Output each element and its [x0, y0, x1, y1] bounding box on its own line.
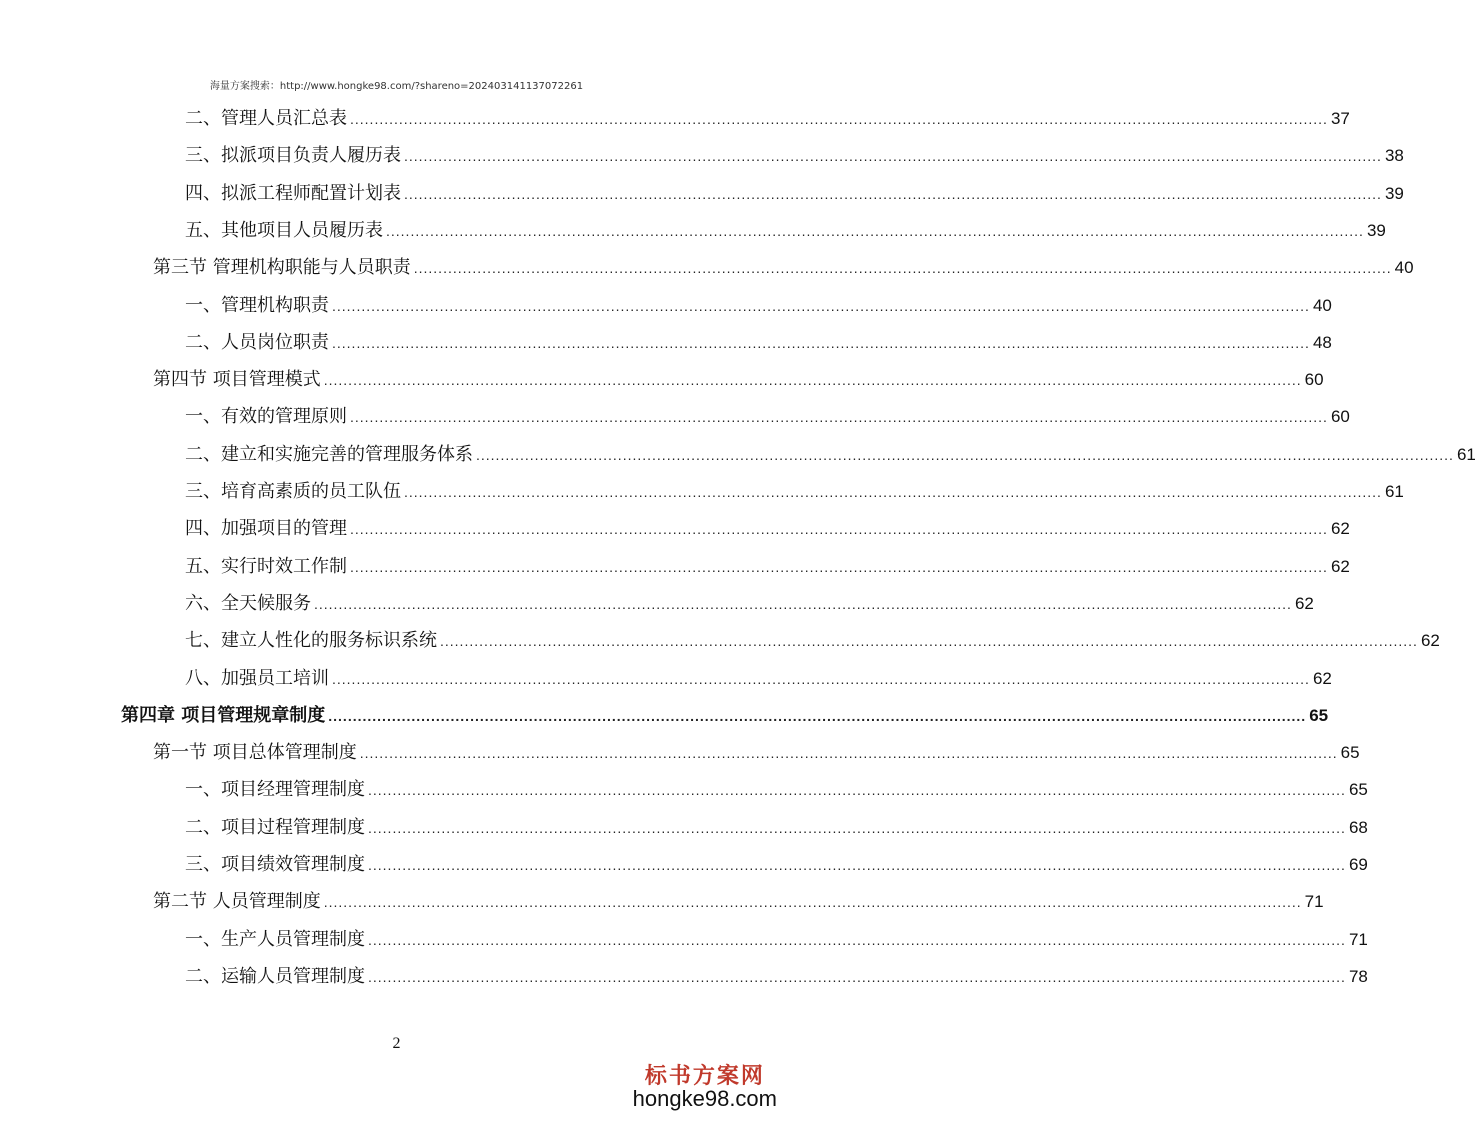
toc-entry[interactable] [185, 137, 1404, 174]
toc-entry[interactable] [185, 175, 1404, 212]
toc-entry-page: 62 [1330, 519, 1350, 539]
toc-leader-dots: ........................................................................................................................................................................................................ [404, 484, 1382, 500]
toc-entry-page: 62 [1312, 668, 1332, 688]
toc-leader-dots: ........................................................................................................................................................................................................ [368, 968, 1346, 985]
toc-entry[interactable] [185, 622, 1440, 659]
toc-entry-label: 二、运输人员管理制度 [185, 965, 365, 987]
toc-entry-page: 37 [1330, 109, 1350, 128]
toc-entry-label: 四、拟派工程师配置计划表 [185, 182, 401, 204]
toc-entry-label: 一、项目经理管理制度 [185, 779, 365, 801]
toc-entry[interactable] [185, 324, 1332, 361]
toc-leader-dots: ........................................................................................................................................................................................................ [368, 931, 1346, 948]
toc-entry-page: 38 [1384, 146, 1404, 166]
toc-leader-dots: ........................................................................................................................................................................................................ [350, 521, 1328, 538]
toc-entry[interactable] [185, 958, 1368, 995]
toc-entry-label: 一、生产人员管理制度 [185, 928, 365, 950]
toc-entry-page: 62 [1420, 631, 1440, 651]
page-header: 海量方案搜索：http://www.hongke98.com/?shareno=20240314113707226​1 [209, 81, 584, 92]
toc-entry-page: 39 [1366, 220, 1386, 240]
toc-entry-page: 69 [1348, 855, 1368, 874]
toc-entry-page: 60 [1330, 407, 1350, 427]
toc-entry-page: 60 [1304, 370, 1324, 390]
toc-leader-dots: ........................................................................................................................................................................................................ [323, 372, 1302, 389]
toc-entry-label: 七、建立人性化的服务标识系统 [185, 630, 437, 652]
toc-entry-label: 五、实行时效工作制 [185, 555, 347, 577]
toc-entry-label: 三、拟派项目负责人履历表 [185, 145, 401, 167]
toc-entry-page: 68 [1348, 817, 1368, 837]
toc-leader-dots: ........................................................................................................................................................................................................ [350, 409, 1328, 426]
toc-entry[interactable] [185, 660, 1332, 697]
toc-entry[interactable] [185, 473, 1404, 510]
toc-entry-page: 65 [1309, 705, 1329, 725]
toc-leader-dots: ........................................................................................................................................................................................................ [328, 707, 1307, 724]
page-number: 2 [392, 1035, 401, 1052]
toc-entry[interactable] [185, 846, 1368, 883]
toc-entry-label: 第一节 项目总体管理制度 [153, 742, 357, 764]
watermark-en: hongke98.com [632, 1086, 777, 1111]
toc-leader-dots: ........................................................................................................................................................................................................ [386, 222, 1364, 239]
toc-leader-dots: ........................................................................................................................................................................................................ [476, 446, 1454, 463]
toc-entry[interactable] [121, 697, 1329, 734]
toc-leader-dots: ........................................................................................................................................................................................................ [332, 670, 1310, 687]
toc-entry-page: 71 [1304, 892, 1324, 912]
toc-leader-dots: ........................................................................................................................................................................................................ [314, 595, 1292, 612]
toc-entry-page: 40 [1394, 258, 1414, 278]
toc-entry-page: 71 [1348, 929, 1368, 949]
toc-entry[interactable] [153, 883, 1324, 920]
watermark-cn: 标书方案网 [644, 1063, 765, 1089]
toc-leader-dots: ........................................................................................................................................................................................................ [413, 260, 1392, 277]
toc-entry-page: 61 [1384, 482, 1404, 501]
toc-leader-dots: ........................................................................................................................................................................................................ [350, 558, 1328, 575]
toc-entry-page: 48 [1312, 332, 1332, 352]
toc-entry[interactable] [185, 287, 1332, 324]
toc-entry-page: 62 [1330, 556, 1350, 576]
toc-entry[interactable] [185, 548, 1350, 585]
toc-leader-dots: ........................................................................................................................................................................................................ [332, 297, 1310, 314]
toc-entry[interactable] [185, 436, 1476, 473]
toc-leader-dots: ........................................................................................................................................................................................................ [404, 185, 1382, 202]
toc-entry-label: 一、有效的管理原则 [185, 406, 347, 428]
toc-leader-dots: ........................................................................................................................................................................................................ [350, 111, 1328, 127]
toc-entry[interactable] [185, 510, 1350, 547]
toc-entry-page: 62 [1294, 593, 1314, 613]
toc-entry-label: 八、加强员工培训 [185, 667, 329, 689]
toc-leader-dots: ........................................................................................................................................................................................................ [323, 894, 1302, 911]
toc-entry-page: 78 [1348, 966, 1368, 986]
toc-entry-label: 第四节 项目管理模式 [153, 369, 321, 391]
toc-entry-label: 二、人员岗位职责 [185, 331, 329, 353]
toc-entry-label: 一、管理机构职责 [185, 294, 329, 316]
watermark-logo [633, 1059, 777, 1112]
toc-entry-label: 三、项目绩效管理制度 [185, 854, 365, 875]
toc-entry-page: 61 [1456, 444, 1476, 464]
toc-entry-page: 39 [1384, 183, 1404, 203]
toc-entry[interactable] [185, 809, 1368, 846]
toc-entry-label: 第四章 项目管理规章制度 [121, 704, 326, 726]
toc-leader-dots: ........................................................................................................................................................................................................ [404, 148, 1382, 165]
toc-entry-label: 二、管理人员汇总表 [185, 108, 347, 129]
toc-leader-dots: ........................................................................................................................................................................................................ [332, 334, 1310, 351]
toc-entry-label: 六、全天候服务 [185, 592, 311, 614]
toc-entry[interactable] [185, 921, 1368, 958]
toc-entry-page: 40 [1312, 295, 1332, 315]
toc-entry[interactable] [185, 398, 1350, 435]
toc-leader-dots: ........................................................................................................................................................................................................ [440, 633, 1418, 650]
toc-entry-page: 65 [1340, 743, 1360, 763]
toc-leader-dots: ........................................................................................................................................................................................................ [359, 745, 1338, 762]
toc-entry[interactable] [185, 585, 1314, 622]
toc-entry-label: 三、培育高素质的员工队伍 [185, 481, 401, 502]
toc-entry[interactable] [185, 212, 1386, 249]
toc-leader-dots: ........................................................................................................................................................................................................ [368, 782, 1346, 799]
toc-entry-label: 二、建立和实施完善的管理服务体系 [185, 443, 473, 465]
toc-entry-label: 第三节 管理机构职能与人员职责 [153, 257, 411, 279]
toc-entry[interactable] [153, 249, 1414, 286]
toc-entry-label: 四、加强项目的管理 [185, 518, 347, 540]
toc-entry[interactable] [153, 361, 1324, 398]
toc-entry[interactable] [185, 771, 1368, 808]
toc-entry-label: 第二节 人员管理制度 [153, 891, 321, 913]
toc-leader-dots: ........................................................................................................................................................................................................ [368, 819, 1346, 836]
toc-entry[interactable] [153, 734, 1360, 771]
toc-entry-page: 65 [1348, 780, 1368, 800]
toc-entry-label: 二、项目过程管理制度 [185, 816, 365, 838]
toc-entry[interactable] [185, 100, 1350, 137]
toc-leader-dots: ........................................................................................................................................................................................................ [368, 857, 1346, 873]
toc-entry-label: 五、其他项目人员履历表 [185, 219, 383, 241]
